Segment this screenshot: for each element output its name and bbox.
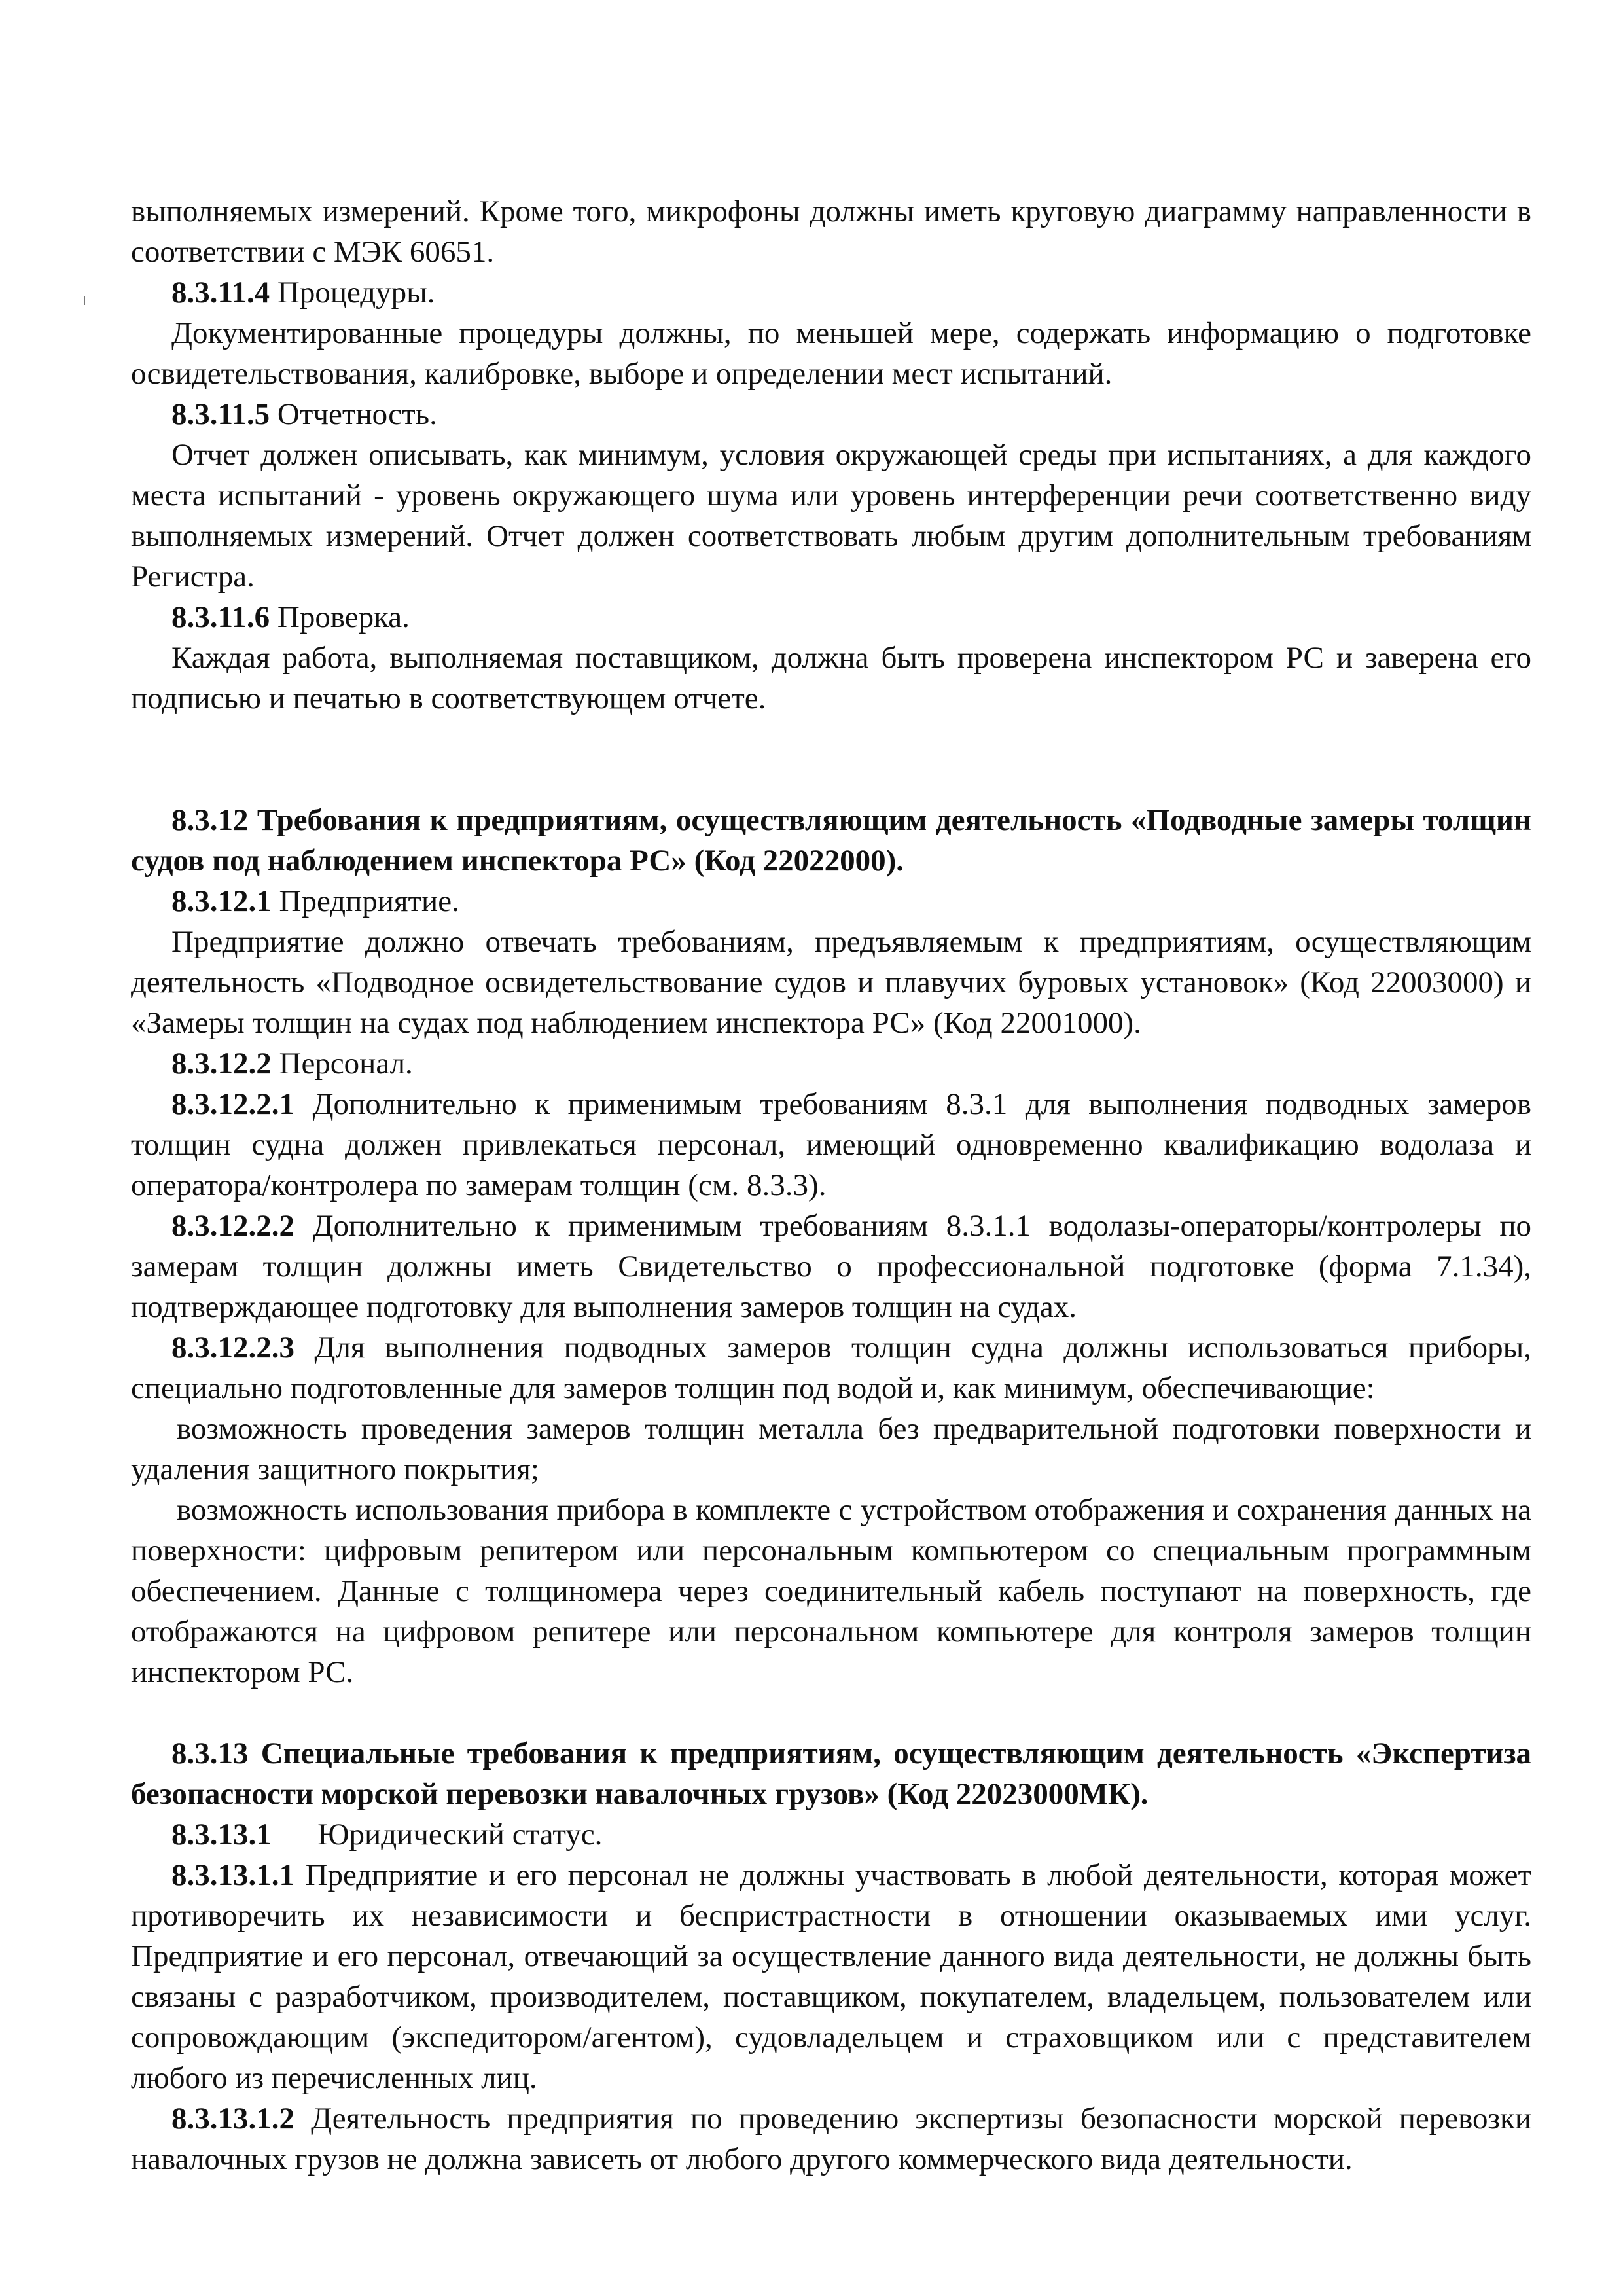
clause-8-3-12-2-1 bbox=[131, 1084, 1531, 1206]
document-page bbox=[131, 191, 1531, 2179]
list-item: возможность проведения замеров толщин металла без предварительной подготовки поверхности и удаления защитного покрытия; bbox=[131, 1412, 1531, 1486]
clause-8-3-11-5 bbox=[131, 394, 1531, 435]
clause-text: Предприятие. bbox=[271, 884, 459, 918]
list-item: возможность использования прибора в комплекте с устройством отображения и сохранения данных на поверхности: цифровым репитером или персональным компьютером со специальным программным обеспечением. Данные с толщиномера через соединительный кабель поступают на поверхность, где отображаются на цифровом репитере или персональном компьютере для контроля замеров толщин инспектором РС. bbox=[131, 1493, 1531, 1689]
clause-text: Дополнительно к применимым требованиям 8.3.1 для выполнения подводных замеров толщин судна должен привлекаться персонал, имеющий одновременно квалификацию водолаза и оператора/контролера по замерам толщин (см. 8.3.3). bbox=[131, 1087, 1531, 1202]
section-spacer bbox=[131, 1693, 1531, 1733]
clause-number: 8.3.13.1.2 bbox=[171, 2102, 294, 2136]
clause-8-3-13-1 bbox=[131, 1814, 1531, 1855]
clause-text: Персонал. bbox=[271, 1047, 413, 1081]
scan-speck bbox=[84, 296, 85, 305]
clause-number: 8.3.13.1.1 bbox=[171, 1858, 294, 1892]
paragraph-text: Документированные процедуры должны, по меньшей мере, содержать информацию о подготовке освидетельствования, калибровке, выборе и определении мест испытаний. bbox=[131, 316, 1531, 391]
paragraph-verification bbox=[131, 637, 1531, 719]
clause-number: 8.3.11.5 bbox=[171, 397, 270, 431]
clause-text: Дополнительно к применимым требованиям 8.3.1.1 водолазы-операторы/контролеры по замерам толщин должны иметь Свидетельство о профессиональной подготовке (форма 7.1.34), подтверждающее подготовку для выполнения замеров толщин на судах. bbox=[131, 1209, 1531, 1324]
clause-number: 8.3.13.1 bbox=[171, 1818, 272, 1852]
clause-number: 8.3.12.2 bbox=[171, 1047, 272, 1081]
clause-text: Деятельность предприятия по проведению экспертизы безопасности морской перевозки навалочных грузов не должна зависеть от любого другого коммерческого вида деятельности. bbox=[131, 2102, 1531, 2176]
clause-number: 8.3.12.2.3 bbox=[171, 1331, 294, 1365]
clause-8-3-13-1-1 bbox=[131, 1855, 1531, 2098]
paragraph-text: выполняемых измерений. Кроме того, микрофоны должны иметь круговую диаграмму направленности в соответствии с МЭК 60651. bbox=[131, 194, 1531, 269]
section-spacer bbox=[131, 719, 1531, 800]
clause-text: Для выполнения подводных замеров толщин судна должны использоваться приборы, специально подготовленные для замеров толщин под водой и, как минимум, обеспечивающие: bbox=[131, 1331, 1531, 1405]
clause-text: Проверка. bbox=[270, 600, 410, 634]
clause-8-3-12-2-2 bbox=[131, 1206, 1531, 1327]
paragraph-text: Каждая работа, выполняемая поставщиком, должна быть проверена инспектором РС и заверена его подписью и печатью в соответствующем отчете. bbox=[131, 641, 1531, 715]
clause-number: 8.3.11.6 bbox=[171, 600, 270, 634]
paragraph-text: Отчет должен описывать, как минимум, условия окружающей среды при испытаниях, а для каждого места испытаний - уровень окружающего шума или уровень интерференции речи соответственно виду выполняемых измерений. Отчет должен соответствовать любым другим дополнительным требованиям Регистра. bbox=[131, 438, 1531, 594]
clause-8-3-12-2 bbox=[131, 1043, 1531, 1084]
clause-text: Предприятие и его персонал не должны участвовать в любой деятельности, которая может противоречить их независимости и беспристрастности в отношении оказываемых ими услуг. Предприятие и его персонал, отвечающий за осуществление данного вида деятельности, не должны быть связаны с разработчиком, производителем, поставщиком, покупателем, владельцем, пользователем или сопровождающим (экспедитором/агентом), судовладельцем и страховщиком или с представителем любого из перечисленных лиц. bbox=[131, 1858, 1531, 2095]
clause-text: Отчетность. bbox=[270, 397, 437, 431]
paragraph-procedures bbox=[131, 313, 1531, 394]
clause-text: Юридический статус. bbox=[271, 1818, 603, 1852]
clause-8-3-13-1-2 bbox=[131, 2098, 1531, 2179]
clause-8-3-12-2-3 bbox=[131, 1327, 1531, 1408]
clause-8-3-11-4 bbox=[131, 272, 1531, 313]
paragraph-reporting bbox=[131, 435, 1531, 597]
clause-number: 8.3.12.1 bbox=[171, 884, 272, 918]
clause-8-3-11-6 bbox=[131, 597, 1531, 637]
paragraph-enterprise bbox=[131, 922, 1531, 1043]
clause-number: 8.3.12.2.1 bbox=[171, 1087, 294, 1121]
paragraph-continuation bbox=[131, 191, 1531, 272]
clause-8-3-12-1 bbox=[131, 881, 1531, 922]
paragraph-text: Предприятие должно отвечать требованиям, предъявляемым к предприятиям, осуществляющим деятельность «Подводное освидетельствование судов и плавучих буровых установок» (Код 22003000) и «Замеры толщин на судах под наблюдением инспектора РС» (Код 22001000). bbox=[131, 925, 1531, 1040]
clause-number: 8.3.11.4 bbox=[171, 276, 270, 310]
clause-text: Процедуры. bbox=[270, 276, 435, 310]
section-heading-8-3-13: 8.3.13 Специальные требования к предприятиям, осуществляющим деятельность «Экспертиза безопасности морской перевозки навалочных грузов» (Код 22023000МК). bbox=[131, 1736, 1531, 1811]
clause-number: 8.3.12.2.2 bbox=[171, 1209, 294, 1243]
section-heading-8-3-12: 8.3.12 Требования к предприятиям, осуществляющим деятельность «Подводные замеры толщин судов под наблюдением инспектора РС» (Код 22022000). bbox=[131, 803, 1531, 878]
